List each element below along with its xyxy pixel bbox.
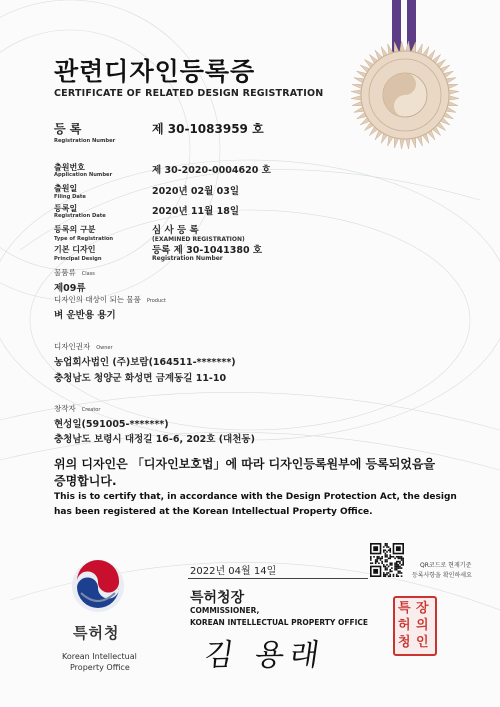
creator-label-korean: 창작자 (54, 404, 76, 413)
qr-code[interactable] (370, 543, 404, 577)
commissioner-title-korean: 특허청장 (190, 590, 245, 606)
registration-type-value: 심 사 등 록 (152, 225, 199, 236)
certification-korean-line1: 위의 디자인은 「디자인보호법」에 따라 디자인등록원부에 등록되었음을 (54, 457, 436, 471)
product-label (54, 294, 166, 305)
principal-design-label: 기본 디자인 (54, 245, 96, 254)
registration-date-value: 2020년 11월 18일 (152, 206, 240, 217)
agency-name-english-line2: Property Office (70, 663, 130, 672)
owner-name: 농업회사법인 (주)보람(164511-*******) (54, 357, 236, 368)
creator-label-english: Creator (81, 407, 101, 413)
product-label-korean: 디자인의 대상이 되는 물품 (54, 295, 141, 304)
owner-label-english: Owner (96, 345, 113, 351)
registration-type-label: 등록의 구분 (54, 225, 96, 234)
product-label-english: Product (146, 298, 166, 304)
registration-date-label-english: Registration Date (54, 213, 106, 219)
official-seal-stamp (393, 596, 437, 656)
agency-name-korean: 특허청 (73, 624, 120, 642)
application-number-label-english: Application Number (54, 172, 113, 178)
creator-label (54, 403, 100, 414)
qr-note-line1: QR코드로 현재기준 (420, 562, 472, 569)
certification-english-line1: This is to certify that, in accordance with the Design Protection Act, the design (54, 492, 457, 502)
issue-date-rule (188, 578, 368, 579)
stamp-char: 장 (416, 601, 429, 616)
class-label-korean: 물품류 (54, 268, 76, 277)
owner-address: 충청남도 청양군 화성면 금계동길 11-10 (54, 373, 227, 384)
certification-korean-line2: 증명합니다. (54, 474, 117, 488)
stamp-char: 허 (398, 618, 411, 633)
registration-number: 제 30-1083959 호 (152, 122, 264, 136)
product-value: 벼 운반용 용기 (54, 310, 116, 321)
registration-type-label-english: Type of Registration (54, 236, 114, 242)
registration-date-label: 등록일 (54, 204, 78, 213)
principal-design-value: 등록 제 30-1041380 호 (152, 245, 263, 256)
commissioner-title-english-line2: KOREAN INTELLECTUAL PROPERTY OFFICE (190, 618, 369, 627)
principal-design-value-english: Registration Number (152, 255, 223, 262)
application-number-value: 제 30-2020-0004620 호 (152, 165, 271, 176)
certificate-title-korean: 관련디자인등록증 (54, 57, 256, 86)
kipo-logo-icon (69, 557, 127, 615)
commissioner-signature: 김 용래 (202, 638, 328, 673)
creator-name: 현성일(591005-*******) (54, 419, 169, 430)
registration-label: 등 록 (54, 122, 82, 136)
issue-date: 2022년 04월 14일 (190, 566, 277, 577)
stamp-char: 의 (416, 618, 429, 633)
qr-note-line2: 등록사항을 확인하세요 (412, 572, 472, 579)
principal-design-label-english: Principal Design (54, 256, 102, 262)
registration-type-value-english: (EXAMINED REGISTRATION) (152, 236, 245, 243)
certificate-title-english: CERTIFICATE OF RELATED DESIGN REGISTRATION (54, 88, 324, 99)
filing-date-label: 출원일 (54, 184, 78, 193)
application-number-label: 출원번호 (54, 163, 85, 172)
stamp-char: 청 (398, 635, 411, 650)
owner-label (54, 341, 113, 352)
owner-label-korean: 디자인권자 (54, 342, 91, 351)
agency-name-english-line1: Korean Intellectual (62, 652, 137, 661)
filing-date-label-english: Filing Date (54, 194, 86, 200)
stamp-char: 특 (398, 601, 411, 616)
stamp-char: 인 (416, 635, 429, 650)
class-value: 제09류 (54, 283, 86, 294)
filing-date-value: 2020년 02월 03일 (152, 186, 240, 197)
class-label (54, 267, 95, 278)
creator-address: 충청남도 보령시 대정길 16-6, 202호 (대천동) (54, 434, 255, 445)
registration-label-english: Registration Number (54, 138, 116, 144)
class-label-english: Class (81, 271, 95, 277)
gold-seal (350, 40, 460, 150)
certification-english-line2: has been registered at the Korean Intellectual Property Office. (54, 507, 373, 517)
commissioner-title-english-line1: COMMISSIONER, (190, 606, 260, 615)
